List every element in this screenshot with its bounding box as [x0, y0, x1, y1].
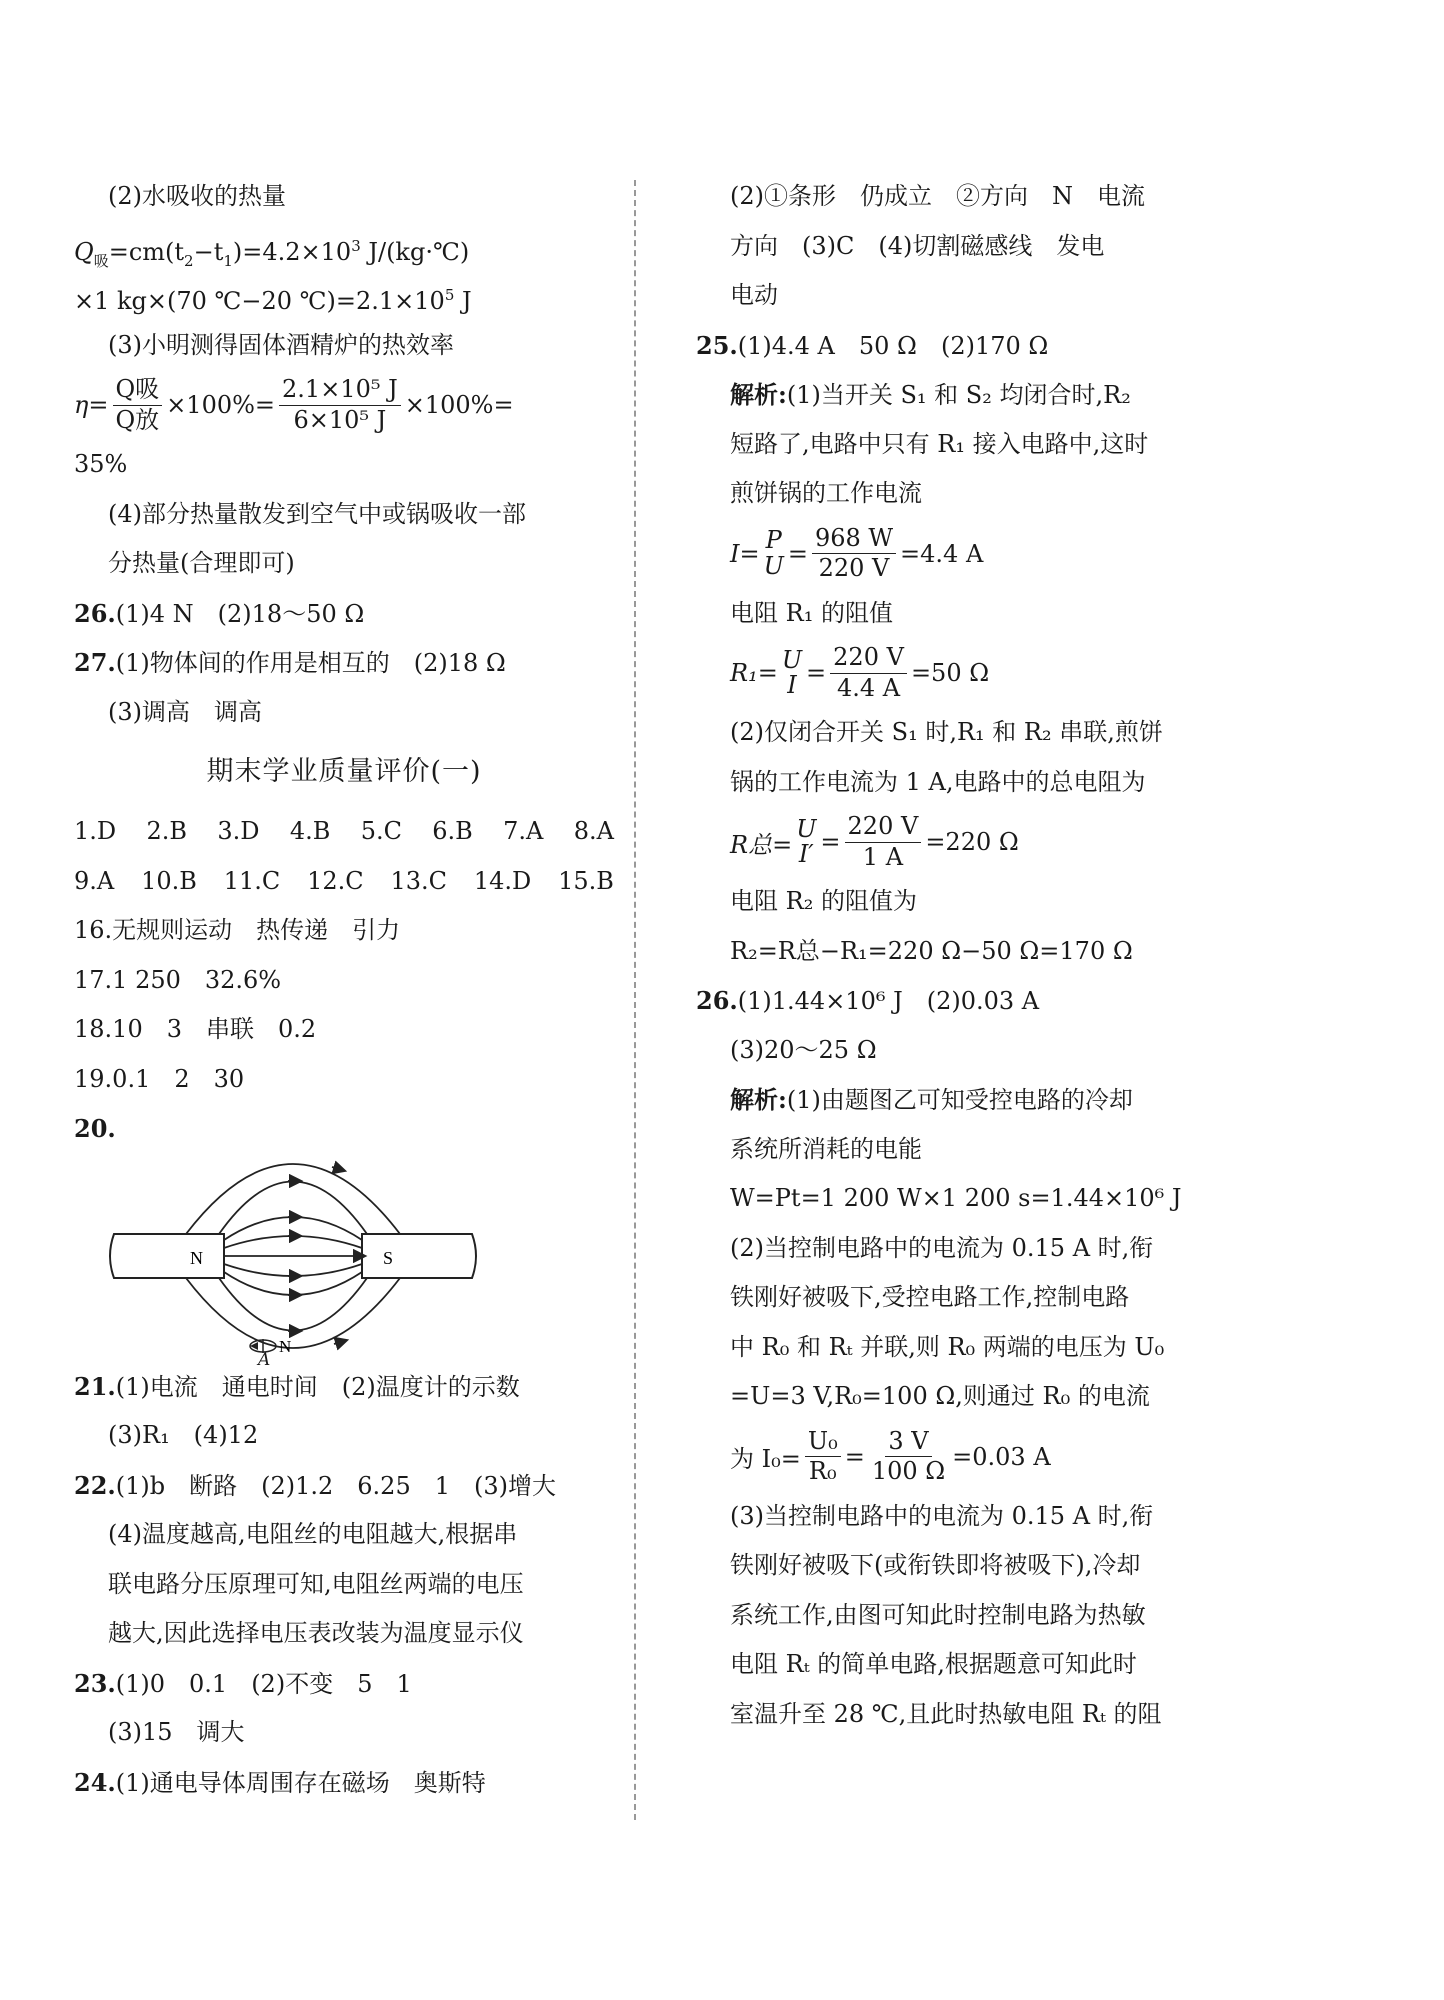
field-line	[224, 1264, 362, 1276]
field-line	[186, 1164, 400, 1234]
q26-part2-line3: 中 R₀ 和 Rₜ 并联,则 R₀ 两端的电压为 U₀	[730, 1332, 1165, 1361]
q22-answer: 22.(1)b 断路 (2)1.2 6.25 1 (3)增大	[74, 1470, 556, 1500]
field-line	[219, 1181, 367, 1234]
q25-part2-line2: 锅的工作电流为 1 A,电路中的总电阻为	[730, 767, 1146, 796]
q25-4-line1: (4)部分热量散发到空气中或锅吸收一部	[108, 499, 526, 528]
q25-analysis-line3: 煎饼锅的工作电流	[730, 479, 922, 507]
magnet-n-bar	[110, 1234, 224, 1278]
q24-cont-line2: 方向 (3)C (4)切割磁感线 发电	[730, 231, 1105, 260]
q17-answer: 17.1 250 32.6%	[74, 965, 282, 994]
q25-2-equation-cont: ×1 kg×(70 ℃−20 $℃)=2.1\times 10^5$ J	[74, 286, 472, 315]
q26-analysis-line2: 系统所消耗的电能	[730, 1134, 922, 1163]
q25-2-equation: $Q_吸=cm(t_2-t_1)=4.2\times 10^3$ J/(kg·℃)	[74, 236, 470, 270]
point-a-label: A	[258, 1349, 271, 1370]
q26-part3-line3: 系统工作,由图可知此时控制电路为热敏	[730, 1600, 1146, 1629]
q22-line4: 越大,因此选择电压表改装为温度显示仪	[108, 1619, 524, 1647]
column-divider	[634, 180, 636, 1820]
mc-row-2: 9.A 10.B 11.C 12.C 13.C 14.D 15.B	[74, 866, 614, 895]
q19-answer: 19.0.1 2 30	[74, 1064, 245, 1093]
q24-cont-line3: 电动	[730, 281, 778, 309]
r2-equation: R₂=R总−R₁=220 Ω−50 Ω=170 Ω	[730, 936, 1133, 965]
energy-equation: W=Pt=1 200 W×1 200 s=1.44×10⁶ J	[730, 1184, 1182, 1212]
q25-4-line2: 分热量(合理即可)	[108, 549, 295, 577]
mc-row-1: 1.D 2.B 3.D 4.B 5.C 6.B 7.A 8.A	[74, 817, 614, 845]
q24-cont-line1: (2)①条形 仍成立 ②方向 N 电流	[730, 182, 1145, 210]
q18-answer: 18.10 3 串联 0.2	[74, 1015, 317, 1043]
q16-answer: 16.无规则运动 热传递 引力	[74, 916, 401, 944]
q25-answer: 25.(1)4.4 A 50 Ω (2)170 Ω	[696, 330, 1049, 360]
r2-heading: 电阻 R₂ 的阻值为	[730, 887, 917, 915]
q26-part3-line2: 铁刚好被吸下(或衔铁即将被吸下),冷却	[730, 1551, 1141, 1579]
field-line	[224, 1236, 362, 1248]
fraction: $\frac{\text{2.1×10⁵ J}}{\text{6×10⁵ J}}$	[279, 377, 401, 432]
q24-answer: 24.(1)通电导体周围存在磁场 奥斯特	[74, 1767, 486, 1797]
section-title: 期末学业质量评价(一)	[206, 756, 482, 787]
magnetic-field-figure	[74, 1154, 614, 1370]
field-line	[186, 1278, 400, 1348]
q26-part3-line5: 室温升至 28 ℃,且此时热敏电阻 Rₜ 的阻	[730, 1699, 1162, 1728]
right-column	[696, 172, 1206, 1739]
r1-heading: 电阻 R₁ 的阻值	[730, 598, 893, 627]
q23-answer-cont: (3)15 调大	[108, 1718, 245, 1746]
q25-2-heading: (2)水吸收的热量	[108, 182, 286, 210]
field-line	[219, 1278, 367, 1331]
q22-line2: (4)温度越高,电阻丝的电阻越大,根据串	[108, 1520, 518, 1548]
q26-part3-line4: 电阻 Rₜ 的简单电路,根据题意可知此时	[730, 1650, 1137, 1678]
q26-answer-cont: (3)20～25 Ω	[730, 1035, 877, 1064]
q25-analysis-line2: 短路了,电路中只有 R₁ 接入电路中,这时	[730, 429, 1149, 458]
q26-part3-line1: (3)当控制电路中的电流为 0.15 A 时,衔	[730, 1501, 1154, 1530]
magnetic-field-diagram	[74, 1154, 614, 1354]
q26-analysis-line1: 解析:(1)由题图乙可知受控电路的冷却	[730, 1085, 1133, 1114]
efficiency-equation: η= $\frac{\text{Q吸}}{\text{Q放}}$ ×100%= $\frac{\text{2.1×10⁵ J}}{\text{6×10⁵ J}}$ ×100%=	[74, 375, 514, 434]
s-pole-label: S	[383, 1247, 394, 1268]
q26-part2-line4: =U=3 V,R₀=100 Ω,则通过 R₀ 的电流	[730, 1382, 1150, 1410]
q20-label: 20.	[74, 1114, 116, 1143]
q21-answer: 21.(1)电流 通电时间 (2)温度计的示数	[74, 1371, 520, 1401]
q22-line3: 联电路分压原理可知,电阻丝两端的电压	[108, 1569, 524, 1598]
fraction: $\frac{\text{Q吸}}{\text{Q放}}$	[113, 377, 163, 432]
q26-answer-right: 26.(1)1.44×10⁶ J (2)0.03 A	[696, 986, 1040, 1015]
i0-equation: 为 I₀= $\frac{\text{U₀}}{\text{R₀}}$ = $\frac{3 V}{100 \Omega}$ =0.03 A	[730, 1426, 1051, 1485]
q27-answer: 27.(1)物体间的作用是相互的 (2)18 Ω	[74, 648, 506, 677]
efficiency-result: 35%	[74, 450, 128, 478]
needle-n-label: N	[279, 1336, 292, 1354]
n-pole-label: N	[190, 1247, 203, 1268]
q26-part2-line2: 铁刚好被吸下,受控电路工作,控制电路	[730, 1283, 1130, 1311]
q21-answer-cont: (3)R₁ (4)12	[108, 1421, 259, 1449]
q23-answer: 23.(1)0 0.1 (2)不变 5 1	[74, 1668, 412, 1698]
q26-part2-line1: (2)当控制电路中的电流为 0.15 A 时,衔	[730, 1233, 1154, 1262]
q26-answer: 26.(1)4 N (2)18～50 Ω	[74, 598, 365, 628]
q25-part2-line1: (2)仅闭合开关 S₁ 时,R₁ 和 R₂ 串联,煎饼	[730, 718, 1163, 746]
left-column	[74, 172, 614, 1807]
total-resistance-equation: R总= U I′ = $\frac{220 V}{1 A}$ =220 Ω	[730, 812, 1019, 871]
magnet-s-bar	[362, 1234, 476, 1278]
q25-3-heading: (3)小明测得固体酒精炉的热效率	[108, 330, 454, 359]
current-equation: I= P U = $\frac{968 W}{220 V}$ =4.4 A	[730, 523, 984, 582]
r1-equation: R₁= U I = $\frac{220 V}{4.4 A}$ =50 Ω	[730, 643, 990, 702]
q27-answer-cont: (3)调高 调高	[108, 697, 262, 726]
q25-analysis-line1: 解析:(1)当开关 S₁ 和 S₂ 均闭合时,R₂	[730, 380, 1131, 409]
